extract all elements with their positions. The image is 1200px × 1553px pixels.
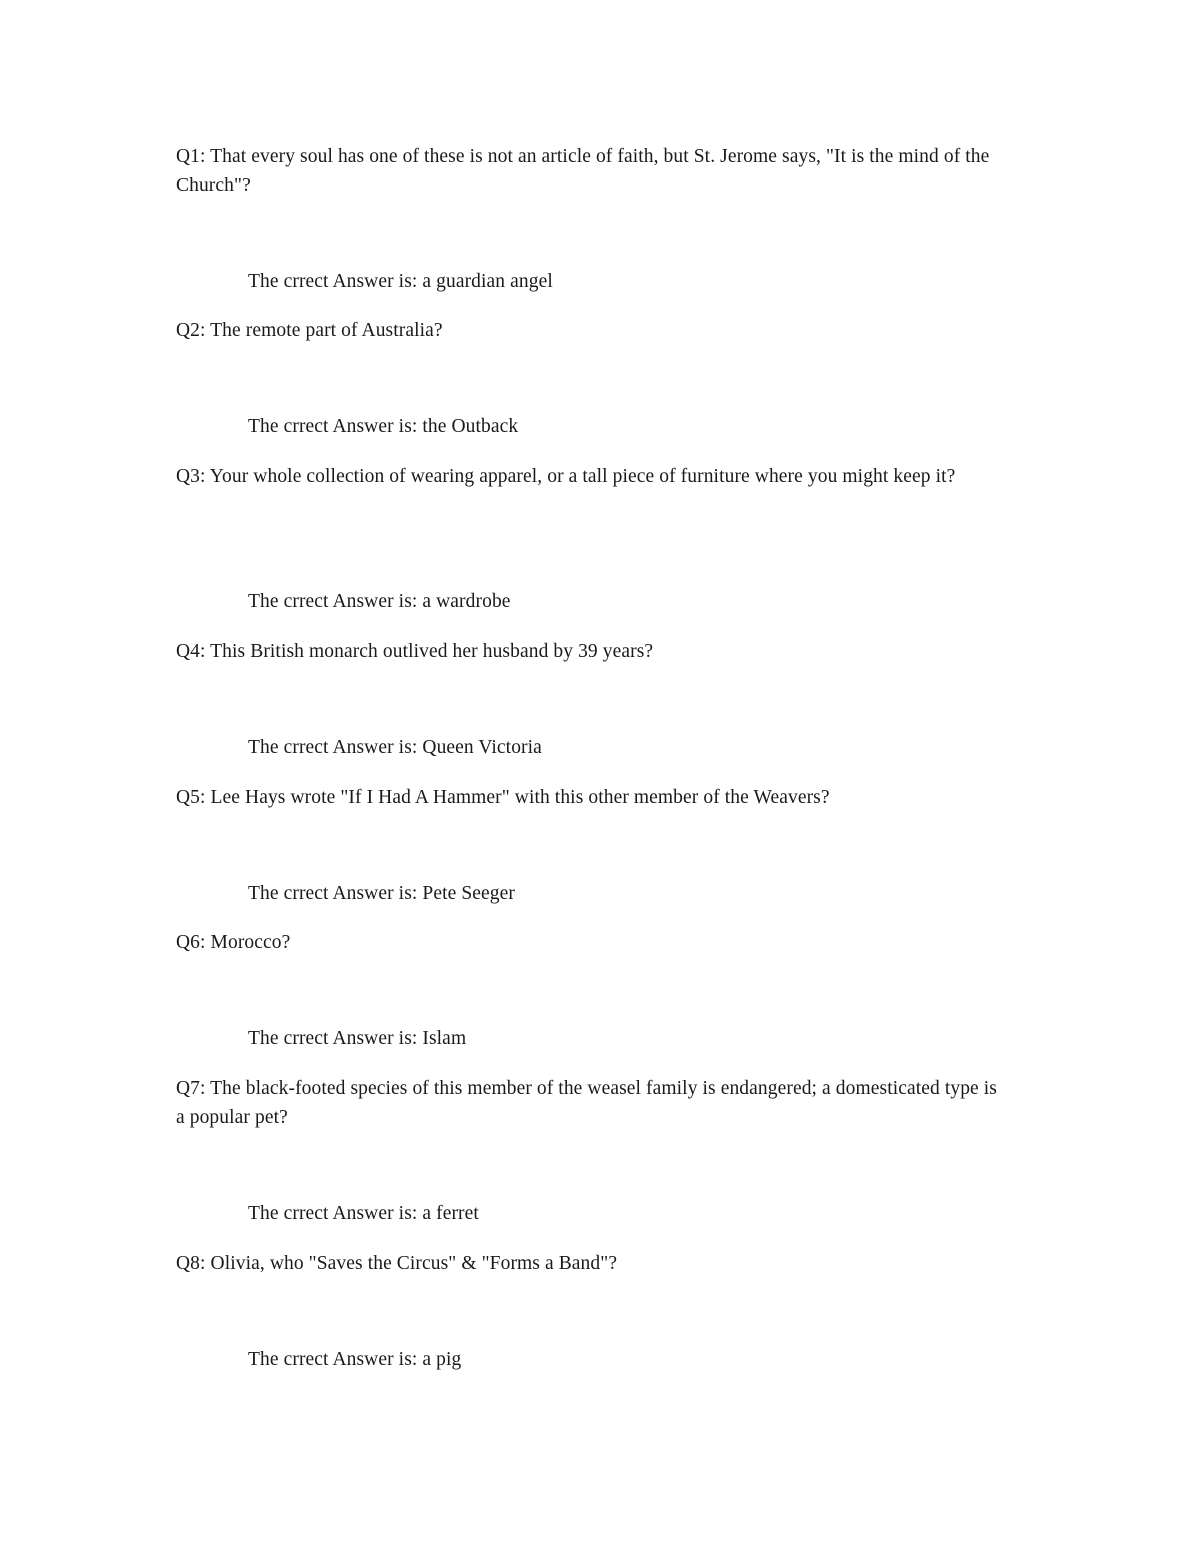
question-text: Q3: Your whole collection of wearing apparel, or a tall piece of furniture where you might keep it? bbox=[176, 466, 956, 487]
qa-item-2 bbox=[176, 316, 1006, 437]
question-text: Q6: Morocco? bbox=[176, 932, 291, 953]
answer-text: The crrect Answer is: Pete Seeger bbox=[248, 883, 515, 904]
answer-text: The crrect Answer is: Islam bbox=[248, 1028, 467, 1049]
answer-text: The crrect Answer is: the Outback bbox=[248, 416, 519, 437]
qa-item-4 bbox=[176, 637, 1006, 758]
question-text: Q1: That every soul has one of these is not an article of faith, but St. Jerome says, "It is the mind of the Church"? bbox=[176, 146, 990, 196]
answer-text: The crrect Answer is: a guardian angel bbox=[248, 271, 553, 292]
qa-item-3 bbox=[176, 462, 1006, 612]
question-text: Q7: The black-footed species of this member of the weasel family is endangered; a domesticated type is a popular pet? bbox=[176, 1078, 997, 1128]
qa-item-1 bbox=[176, 142, 1006, 292]
question-text: Q8: Olivia, who "Saves the Circus" & "Forms a Band"? bbox=[176, 1253, 618, 1274]
question-text: Q2: The remote part of Australia? bbox=[176, 320, 443, 341]
qa-item-5 bbox=[176, 783, 1006, 904]
answer-text: The crrect Answer is: a wardrobe bbox=[248, 591, 511, 612]
qa-item-8 bbox=[176, 1249, 1006, 1370]
qa-item-6 bbox=[176, 928, 1006, 1049]
answer-text: The crrect Answer is: Queen Victoria bbox=[248, 737, 542, 758]
question-text: Q5: Lee Hays wrote "If I Had A Hammer" with this other member of the Weavers? bbox=[176, 787, 830, 808]
qa-item-7 bbox=[176, 1074, 1006, 1224]
answer-text: The crrect Answer is: a ferret bbox=[248, 1203, 479, 1224]
question-text: Q4: This British monarch outlived her husband by 39 years? bbox=[176, 641, 654, 662]
answer-text: The crrect Answer is: a pig bbox=[248, 1349, 462, 1370]
